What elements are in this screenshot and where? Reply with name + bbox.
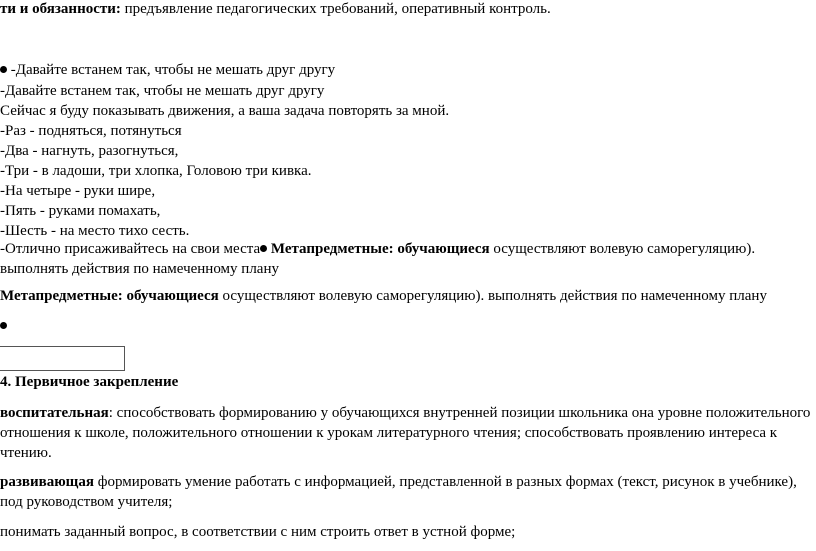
bullet-icon — [0, 66, 7, 73]
exercise-continuation: выполнять действия по намеченному плану — [0, 261, 279, 277]
responsibilities-label: ти и обязанности: — [0, 1, 121, 17]
exercise-final-text: -Отлично присаживайтесь на свои места — [0, 241, 261, 257]
meta-label: Метапредметные: обучающиеся — [0, 288, 219, 304]
exercise-line-2: -Давайте встанем так, чтобы не мешать друг другу — [0, 83, 325, 99]
exercise-line-3: Сейчас я буду показывать движения, а ваша задача повторять за мной. — [0, 103, 450, 119]
meta-text: осуществляют волевую саморегуляцию). выполнять действия по намеченному плану — [218, 288, 767, 304]
responsibilities-line — [0, 0, 551, 18]
developing-label: развивающая — [0, 474, 94, 490]
exercise-line-1 — [0, 61, 335, 79]
exercise-line-9: -Шесть - на место тихо сесть. — [0, 223, 190, 239]
exercise-line-7: -На четыре - руки шире, — [0, 183, 156, 199]
standalone-bullet — [0, 317, 7, 335]
educational-line-2: отношения к школе, положительного отношении к урокам литературного чтения; способствовать проявлению интереса к — [0, 425, 778, 441]
exercise-text-1: -Давайте встанем так, чтобы не мешать друг другу — [7, 62, 336, 78]
exercise-line-8: -Пять - руками помахать, — [0, 203, 161, 219]
developing-line-2: под руководством учителя; — [0, 494, 173, 510]
exercise-final-line — [0, 240, 755, 258]
exercise-line-5: -Два - нагнуть, разогнуться, — [0, 143, 179, 159]
final-line: понимать заданный вопрос, в соответствии с ним строить ответ в устной форме; — [0, 524, 516, 540]
developing-text-1: формировать умение работать с информацией, представленной в разных формах (текст, рисунок в учебнике), — [93, 474, 797, 490]
meta-inline-text: осуществляют волевую саморегуляцию). — [489, 241, 756, 257]
meta-line — [0, 287, 767, 305]
bullet-icon — [0, 322, 7, 329]
section-heading: 4. Первичное закрепление — [0, 374, 179, 390]
meta-inline-label: Метапредметные: обучающиеся — [267, 241, 490, 257]
developing-line-1 — [0, 473, 797, 491]
responsibilities-text: предъявление педагогических требований, оперативный контроль. — [120, 1, 551, 17]
educational-text-1: : способствовать формированию у обучающихся внутренней позиции школьника она уровне положительного — [108, 405, 811, 421]
exercise-line-4: -Раз - подняться, потянуться — [0, 123, 182, 139]
educational-label: воспитательная — [0, 405, 109, 421]
exercise-line-6: -Три - в ладоши, три хлопка, Головою три кивка. — [0, 163, 312, 179]
educational-line-3: чтению. — [0, 445, 52, 461]
empty-frame — [0, 346, 125, 371]
educational-line-1 — [0, 404, 810, 422]
